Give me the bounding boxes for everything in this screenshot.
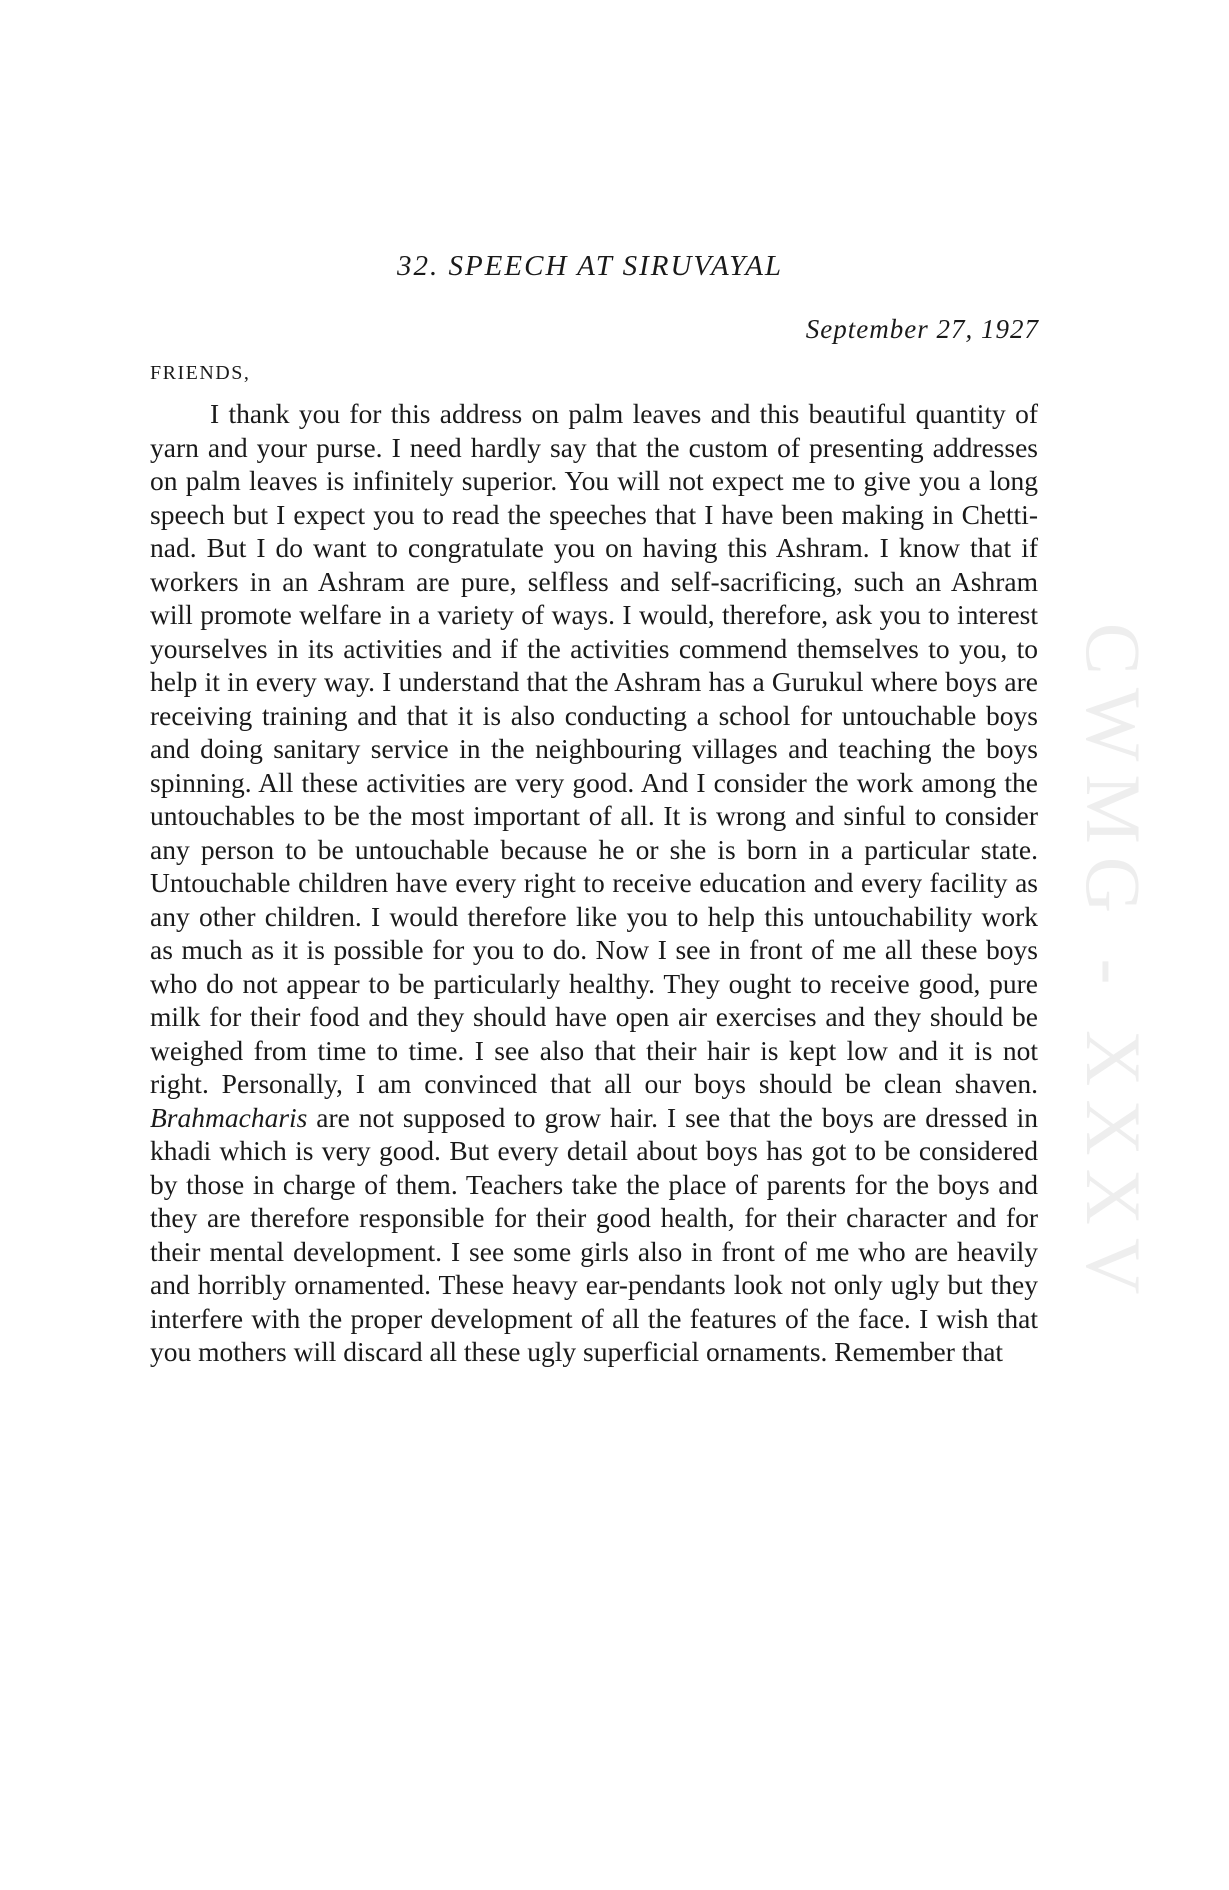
body-paragraph: [150, 397, 1038, 1369]
speech-date: September 27, 1927: [805, 314, 1039, 344]
body-text-part-1: I thank you for this address on palm leaves and this beautiful quantity of yarn and your purse. I need hardly say that the custom of presenting addresses on palm leaves is infinitely superior. You will not expect me to give you a long speech but I expect you to read the speeches that I have been making in Chettinad. But I do want to congratulate you on having this Ashram. I know that if workers in an Ashram are pure, selfless and self-sacrificing, such an Ashram will promote welfare in a variety of ways. I would, therefore, ask you to interest yourselves in its activities and if the activities commend themselves to you, to help it in every way. I understand that the Ashram has a Gurukul where boys are receiving training and that it is also conducting a school for untouchable boys and doing sanitary service in the neighbouring villages and teaching the boys spinning. All these activities are very good. And I consider the work among the untouchables to be the most important of all. It is wrong and sinful to consider any person to be untouchable because he or she is born in a particular state. Untouchable children have every right to receive education and every facility as any other children. I would therefore like you to help this untouchability work as much as it is possible for you to do. Now I see in front of me all these boys who do not appear to be particularly healthy. They ought to receive good, pure milk for their food and they should have open air exercises and they should be weighed from time to time. I see also that their hair is kept low and it is not right. Personally, I am convinced that all our boys should be clean shaven.: [150, 398, 1038, 1099]
page-title: 32. SPEECH AT SIRUVAYAL: [396, 250, 784, 282]
italic-term: Brahmacharis: [150, 1101, 308, 1133]
body-text-part-2: are not supposed to grow hair. I see that the boys are dressed in khadi which is very good. But every detail about boys has got to be considered by those in charge of them. Teachers take the place of parents for the boys and they are therefore responsible for their good health, for their character and for their mental development. I see some girls also in front of me who are heavily and horribly ornamented. These heavy ear-pendants look not only ugly but they interfere with the proper development of all the features of the face. I wish that you mothers will discard all these ugly superficial ornaments. Remember that: [150, 1101, 1038, 1367]
salutation: FRIENDS,: [150, 362, 251, 384]
watermark-text: CWMG - XXXV: [1070, 622, 1157, 1308]
watermark: [1068, 450, 1158, 1480]
